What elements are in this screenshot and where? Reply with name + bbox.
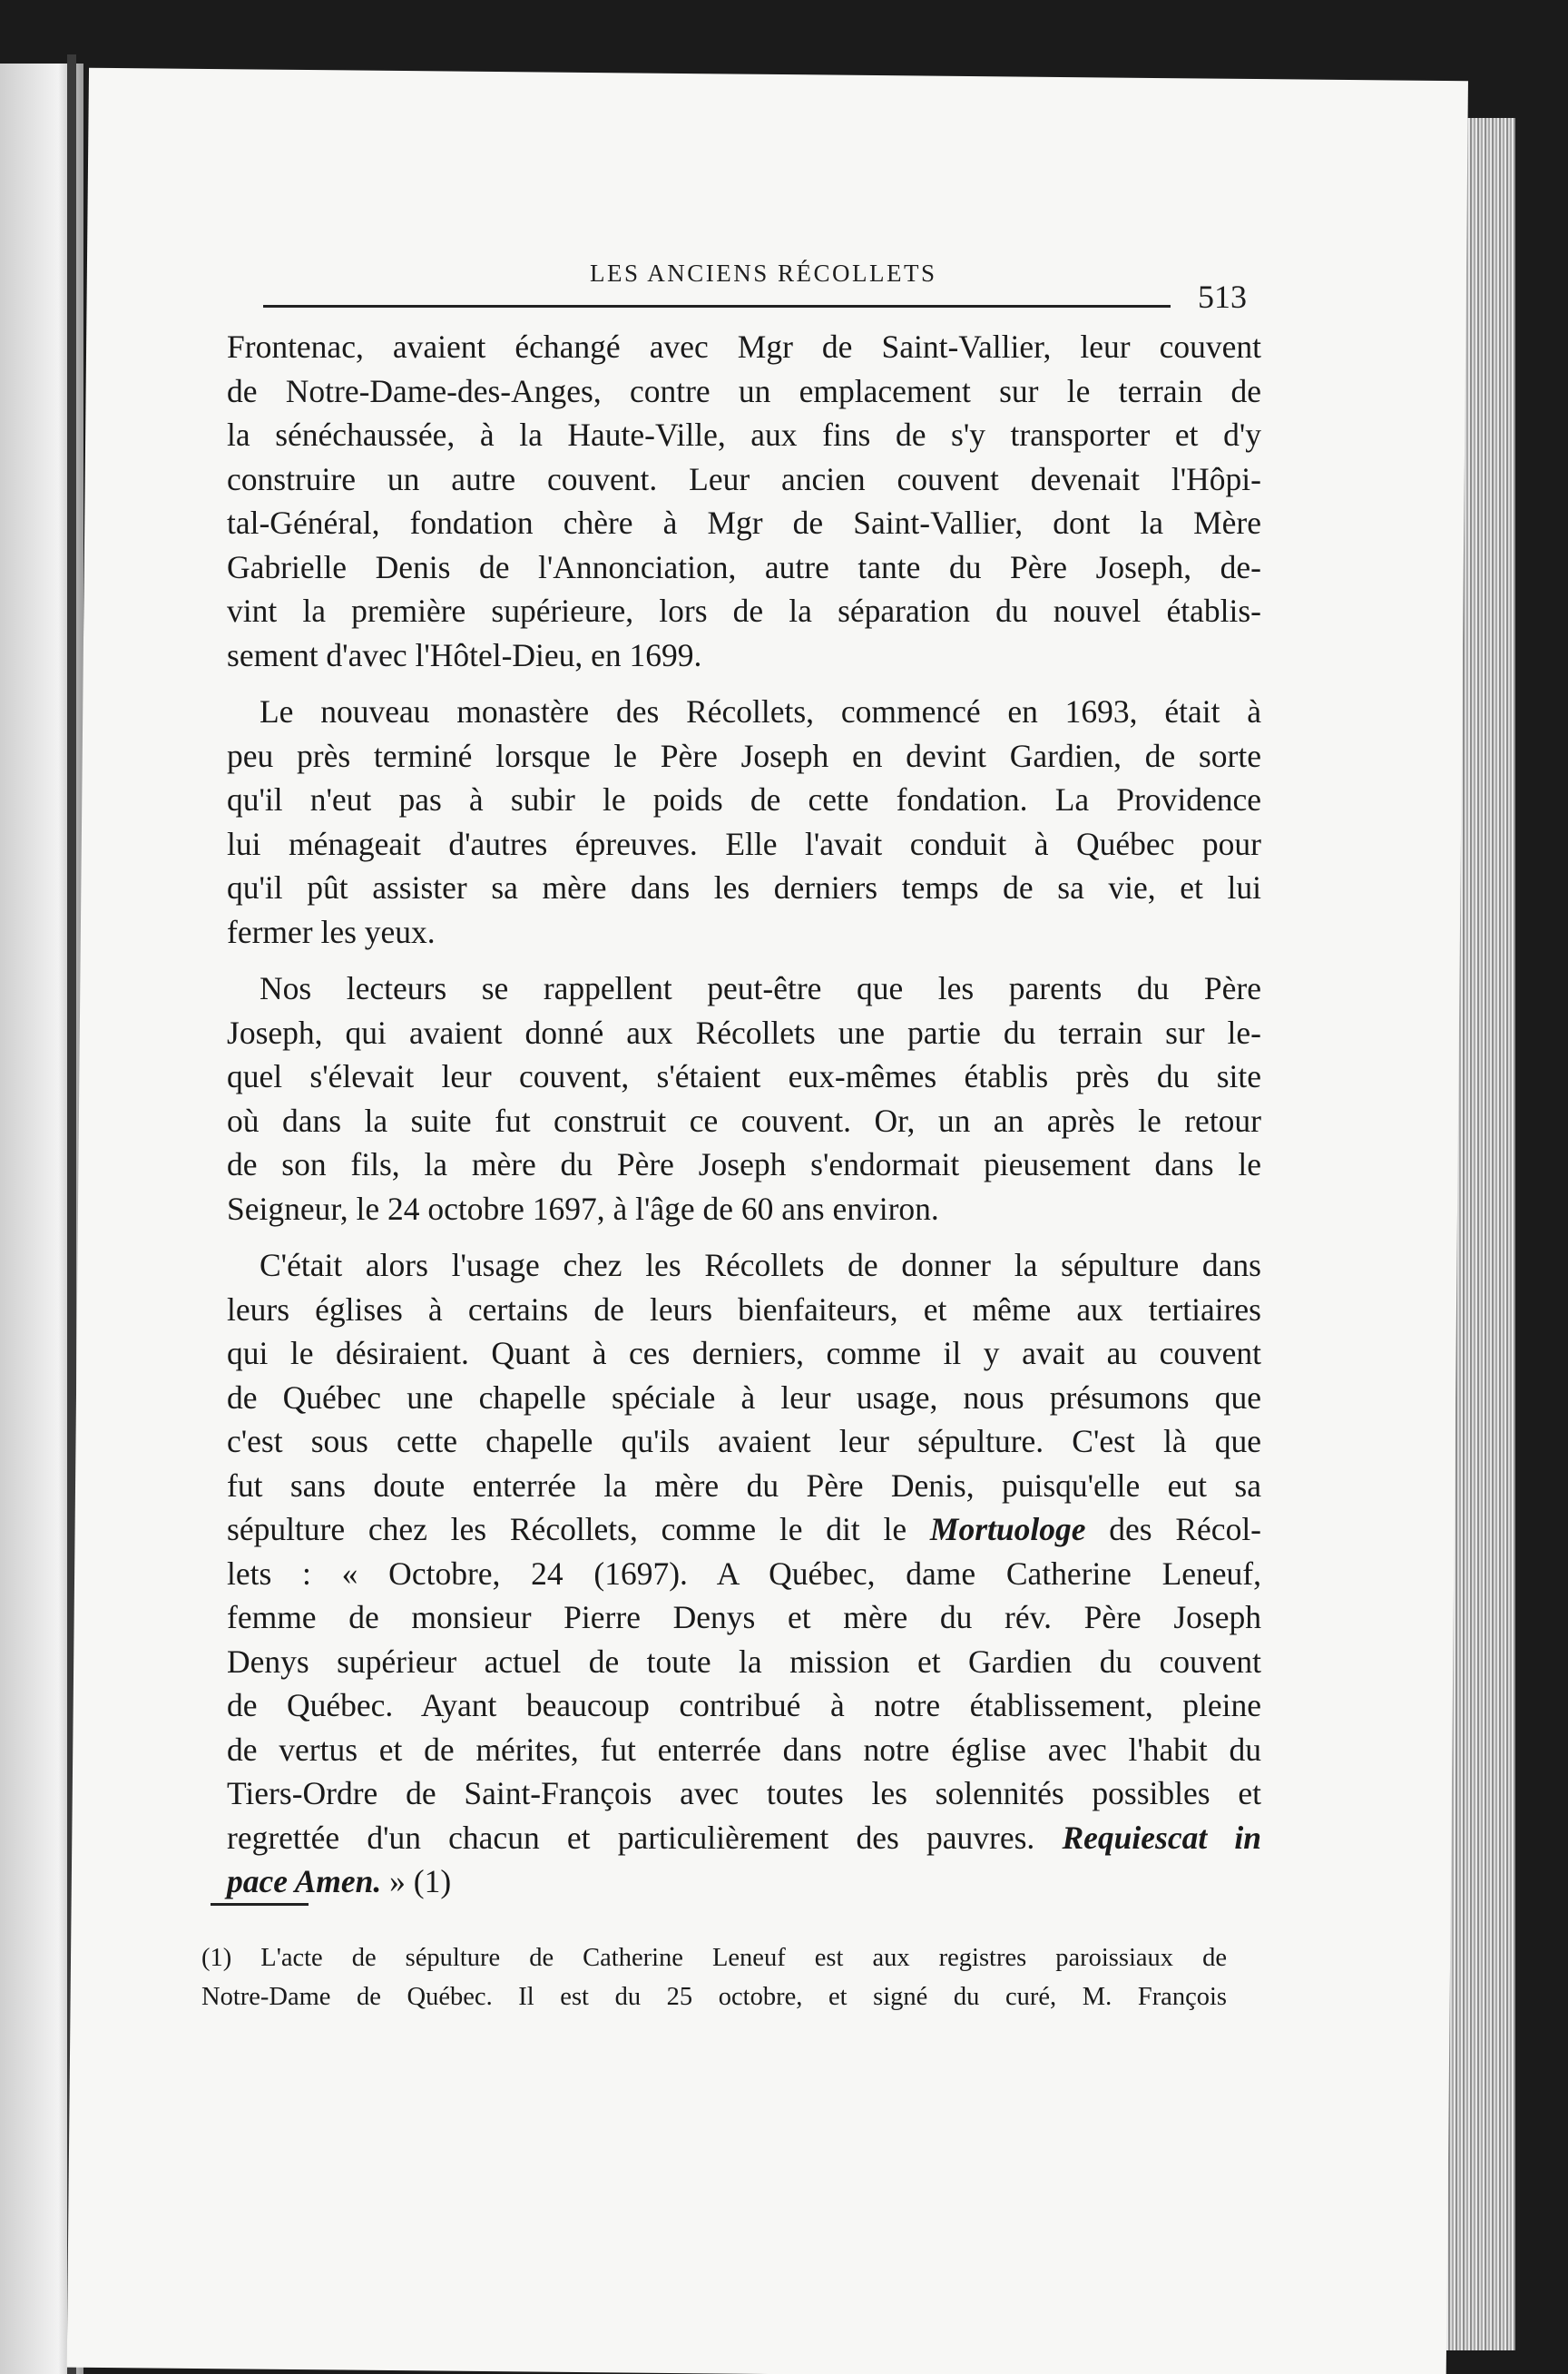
paragraph (227, 690, 1261, 954)
footnote-rule (211, 1903, 309, 1906)
paragraph (227, 966, 1261, 1231)
text-line: qu'il n'eut pas à subir le poids de cette fondation. La Providence (227, 781, 1261, 818)
text-line: c'est sous cette chapelle qu'ils avaient leur sépulture. C'est là que (227, 1423, 1261, 1459)
text-line: femme de monsieur Pierre Denys et mère du rév. Père Joseph (227, 1599, 1261, 1635)
text-line: Seigneur, le 24 octobre 1697, à l'âge de 60 ans environ. (227, 1190, 939, 1227)
text-line: qu'il pût assister sa mère dans les derniers temps de sa vie, et lui (227, 869, 1261, 906)
header-rule (263, 305, 1171, 308)
text-line: quel s'élevait leur couvent, s'étaient eux-mêmes établis près du site (227, 1058, 1261, 1094)
page-header (172, 189, 1261, 315)
text-line: Frontenac, avaient échangé avec Mgr de Saint-Vallier, leur couvent (227, 329, 1261, 365)
text-line: sépulture chez les Récollets, comme le dit le Mortuologe des Récol- (227, 1511, 1261, 1547)
text-line: Nos lecteurs se rappellent peut-être que les parents du Père (260, 970, 1261, 1006)
text-line: de Québec une chapelle spéciale à leur usage, nous présumons que (227, 1378, 1261, 1416)
text-line: Tiers-Ordre de Saint-François avec toutes les solennités possibles et (227, 1775, 1261, 1811)
text-line: Gabrielle Denis de l'Annonciation, autre tante du Père Joseph, de- (227, 548, 1261, 585)
text-line: lui ménageait d'autres épreuves. Elle l'avait conduit à Québec pour (227, 825, 1261, 862)
text-line: fut sans doute enterrée la mère du Père Denis, puisqu'elle eut sa (227, 1467, 1261, 1504)
text-line: Denys supérieur actuel de toute la mission et Gardien du couvent (227, 1643, 1261, 1680)
text-line: Joseph, qui avaient donné aux Récollets une partie du terrain sur le- (227, 1014, 1261, 1051)
text-line: C'était alors l'usage chez les Récollets de donner la sépulture dans (260, 1247, 1261, 1283)
text-line: pace Amen. » (1) (227, 1863, 452, 1899)
text-line: de son fils, la mère du Père Joseph s'endormait pieusement dans le (227, 1146, 1261, 1182)
paragraph (227, 1243, 1261, 1904)
text-line: où dans la suite fut construit ce couvent. Or, un an après le retour (227, 1102, 1261, 1139)
text-line: lets : « Octobre, 24 (1697). A Québec, dame Catherine Leneuf, (227, 1555, 1261, 1592)
text-line: vint la première supérieure, lors de la séparation du nouvel établis- (227, 593, 1261, 629)
page-number: 513 (1198, 279, 1247, 315)
text-line: qui le désiraient. Quant à ces derniers, comme il y avait au couvent (227, 1335, 1261, 1371)
body-text (227, 325, 1261, 1917)
paragraph (227, 325, 1261, 677)
text-line: la sénéchaussée, à la Haute-Ville, aux fins de s'y transporter et d'y (227, 417, 1261, 453)
text-line: de Québec. Ayant beaucoup contribué à notre établissement, pleine (227, 1687, 1261, 1723)
text-line: de Notre-Dame-des-Anges, contre un emplacement sur le terrain de (227, 372, 1261, 409)
text-line: regrettée d'un chacun et particulièrement des pauvres. Requiescat in (227, 1819, 1261, 1856)
footnote-line: (1) L'acte de sépulture de Catherine Leneuf est aux registres paroissiaux de (201, 1944, 1227, 1972)
text-line: sement d'avec l'Hôtel-Dieu, en 1699. (227, 636, 702, 673)
text-line: Le nouveau monastère des Récollets, commencé en 1693, était à (260, 693, 1261, 730)
text-line: construire un autre couvent. Leur ancien couvent devenait l'Hôpi- (227, 460, 1261, 497)
text-line: peu près terminé lorsque le Père Joseph en devint Gardien, de sorte (227, 737, 1261, 774)
footnotes (201, 1938, 1227, 2016)
text-line: fermer les yeux. (227, 913, 436, 950)
text-line: leurs églises à certains de leurs bienfaiteurs, et même aux tertiaires (227, 1290, 1261, 1328)
text-line: de vertus et de mérites, fut enterrée dans notre église avec l'habit du (227, 1731, 1261, 1768)
footnote-line: Notre-Dame de Québec. Il est du 25 octobre, et signé du curé, M. François (201, 1983, 1227, 2011)
running-head: LES ANCIENS RÉCOLLETS (590, 260, 937, 287)
text-line: tal-Général, fondation chère à Mgr de Saint-Vallier, dont la Mère (227, 505, 1261, 541)
